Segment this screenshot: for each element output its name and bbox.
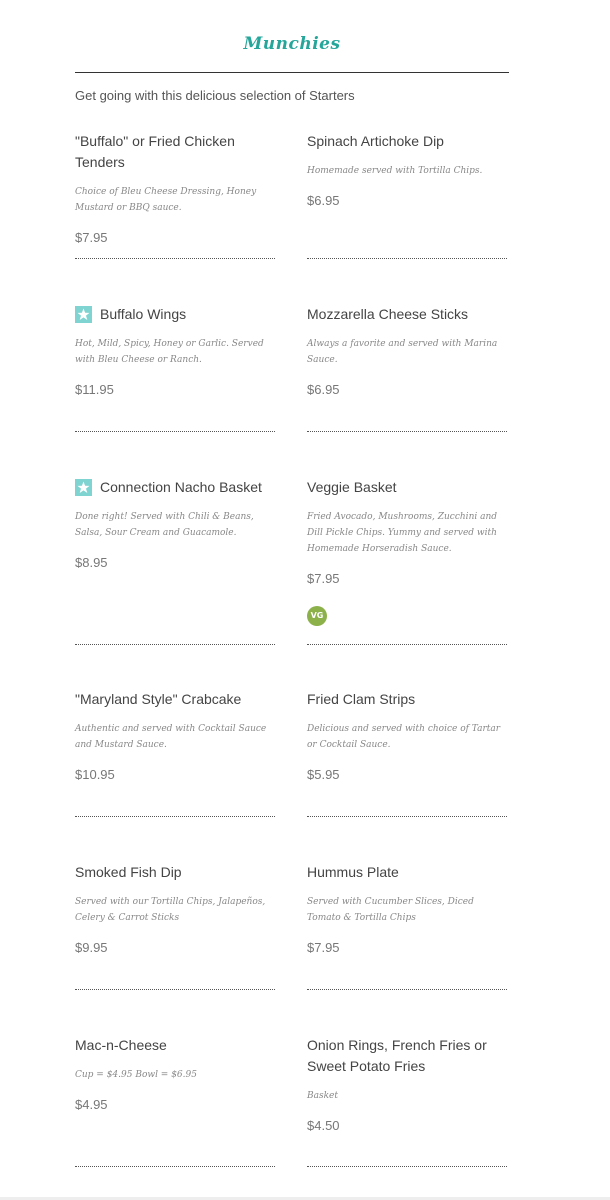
item-description: Delicious and served with choice of Tartar or Cocktail Sauce. bbox=[307, 724, 501, 750]
item-price: $11.95 bbox=[75, 382, 114, 397]
item-name: Fried Clam Strips bbox=[307, 691, 416, 707]
item-price: $7.95 bbox=[307, 940, 340, 955]
dotted-separator bbox=[75, 644, 275, 645]
item-description: Done right! Served with Chili & Beans, Salsa, Sour Cream and Guacamole. bbox=[75, 512, 254, 538]
item-price: $4.95 bbox=[75, 1097, 108, 1112]
dotted-separator bbox=[75, 1166, 275, 1167]
item-price: $7.95 bbox=[307, 571, 340, 586]
item-name: "Maryland Style" Crabcake bbox=[75, 691, 242, 707]
menu-item bbox=[307, 862, 507, 955]
item-description: Basket bbox=[307, 1091, 338, 1101]
dotted-separator bbox=[307, 431, 507, 432]
item-name: Hummus Plate bbox=[307, 864, 399, 880]
item-description: Authentic and served with Cocktail Sauce and Mustard Sauce. bbox=[75, 724, 267, 750]
menu-item bbox=[307, 689, 507, 782]
intro-text: Get going with this delicious selection of Starters bbox=[75, 88, 355, 103]
vegetarian-badge-icon: VG bbox=[307, 606, 327, 626]
featured-star-icon bbox=[75, 479, 92, 496]
dotted-separator bbox=[75, 258, 275, 259]
item-name: Buffalo Wings bbox=[100, 306, 187, 322]
item-name: Veggie Basket bbox=[307, 479, 397, 495]
item-name: Smoked Fish Dip bbox=[75, 864, 182, 880]
item-name: Mozzarella Cheese Sticks bbox=[307, 306, 469, 322]
item-name: Onion Rings, French Fries or Sweet Potato Fries bbox=[307, 1037, 487, 1074]
menu-item bbox=[307, 131, 507, 208]
item-description: Served with our Tortilla Chips, Jalapeños, Celery & Carrot Sticks bbox=[75, 897, 266, 923]
menu-item bbox=[307, 1035, 507, 1133]
item-price: $10.95 bbox=[75, 767, 115, 782]
dotted-separator bbox=[75, 816, 275, 817]
item-price: $9.95 bbox=[75, 940, 108, 955]
dotted-separator bbox=[75, 431, 275, 432]
item-description: Fried Avocado, Mushrooms, Zucchini and Dill Pickle Chips. Yummy and served with Homemade Horseradish Sauce. bbox=[307, 512, 498, 554]
page-title: Munchies bbox=[243, 34, 341, 54]
item-price: $6.95 bbox=[307, 193, 340, 208]
dotted-separator bbox=[307, 644, 507, 645]
dotted-separator bbox=[75, 989, 275, 990]
dotted-separator bbox=[307, 258, 507, 259]
dotted-separator bbox=[307, 989, 507, 990]
item-name: Spinach Artichoke Dip bbox=[307, 133, 444, 149]
menu-item bbox=[75, 477, 275, 570]
menu-item bbox=[307, 304, 507, 397]
item-name: "Buffalo" or Fried Chicken Tenders bbox=[75, 133, 235, 170]
menu-item bbox=[307, 477, 507, 626]
title-divider bbox=[75, 72, 509, 73]
item-price: $8.95 bbox=[75, 555, 108, 570]
item-price: $4.50 bbox=[307, 1118, 340, 1133]
item-price: $6.95 bbox=[307, 382, 340, 397]
featured-star-icon bbox=[75, 306, 92, 323]
item-price: $7.95 bbox=[75, 230, 108, 245]
menu-item bbox=[75, 304, 275, 397]
item-description: Cup = $4.95 Bowl = $6.95 bbox=[75, 1070, 197, 1080]
menu-item bbox=[75, 1035, 275, 1112]
menu-item bbox=[75, 131, 275, 245]
item-price: $5.95 bbox=[307, 767, 340, 782]
menu-item bbox=[75, 689, 275, 782]
item-description: Choice of Bleu Cheese Dressing, Honey Mustard or BBQ sauce. bbox=[75, 187, 257, 213]
item-name: Mac-n-Cheese bbox=[75, 1037, 167, 1053]
item-description: Homemade served with Tortilla Chips. bbox=[307, 166, 483, 176]
item-description: Hot, Mild, Spicy, Honey or Garlic. Served with Bleu Cheese or Ranch. bbox=[75, 339, 264, 365]
dotted-separator bbox=[307, 816, 507, 817]
dotted-separator bbox=[307, 1166, 507, 1167]
item-description: Served with Cucumber Slices, Diced Tomato & Tortilla Chips bbox=[307, 897, 474, 923]
menu-item bbox=[75, 862, 275, 955]
item-description: Always a favorite and served with Marina Sauce. bbox=[307, 339, 498, 365]
item-name: Connection Nacho Basket bbox=[100, 479, 262, 495]
